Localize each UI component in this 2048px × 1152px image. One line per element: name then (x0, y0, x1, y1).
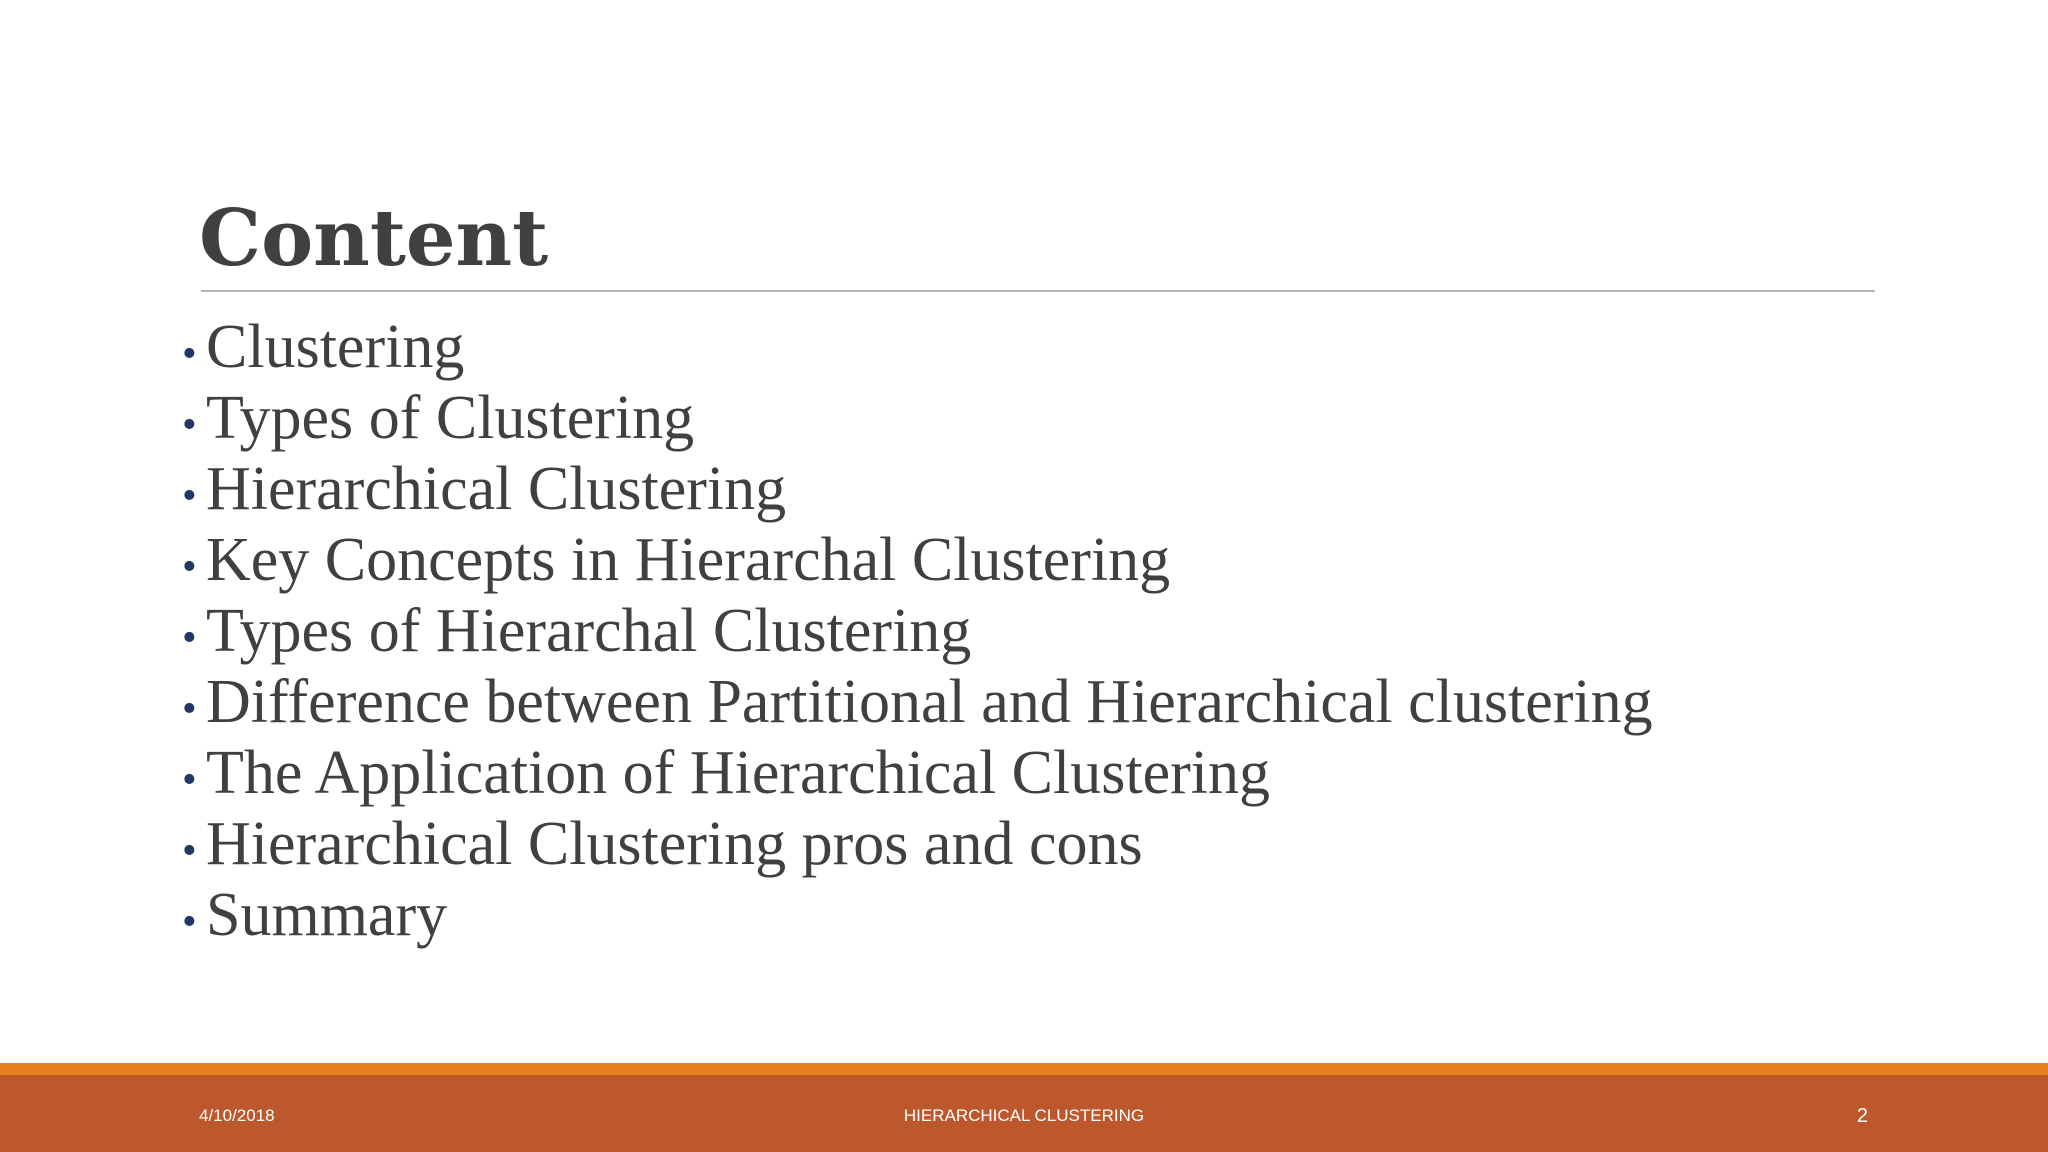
slide-number: 2 (1856, 1105, 1868, 1127)
bullet-icon: • (182, 828, 197, 874)
bullet-item (182, 312, 1653, 383)
bullet-item (182, 809, 1653, 880)
bullet-text: Summary (206, 881, 448, 949)
bullet-text: Difference between Partitional and Hierarchical clustering (206, 668, 1653, 736)
bullet-icon: • (182, 331, 197, 377)
bullet-icon: • (182, 757, 197, 803)
bullet-icon: • (182, 686, 197, 732)
bullet-text: Key Concepts in Hierarchal Clustering (206, 526, 1171, 594)
bullet-text: The Application of Hierarchical Clustering (206, 739, 1270, 807)
bullet-item (182, 454, 1653, 525)
bullet-list (182, 312, 1653, 951)
bullet-icon: • (182, 544, 197, 590)
bullet-icon: • (182, 473, 197, 519)
bullet-icon: • (182, 899, 197, 945)
bullet-item (182, 880, 1653, 951)
title-divider (201, 290, 1875, 292)
bullet-text: Types of Hierarchal Clustering (206, 597, 972, 665)
bullet-icon: • (182, 615, 197, 661)
bullet-text: Hierarchical Clustering pros and cons (206, 810, 1143, 878)
footer-accent-stripe (0, 1063, 2048, 1075)
footer-date: 4/10/2018 (199, 1106, 275, 1125)
bullet-item (182, 383, 1653, 454)
slide-title: Content (199, 193, 549, 284)
bullet-item (182, 738, 1653, 809)
bullet-text: Clustering (206, 313, 465, 381)
bullet-item (182, 667, 1653, 738)
footer-title: HIERARCHICAL CLUSTERING (903, 1106, 1145, 1125)
bullet-item (182, 596, 1653, 667)
bullet-text: Types of Clustering (206, 384, 695, 452)
bullet-text: Hierarchical Clustering (206, 455, 787, 523)
bullet-item (182, 525, 1653, 596)
bullet-icon: • (182, 402, 197, 448)
